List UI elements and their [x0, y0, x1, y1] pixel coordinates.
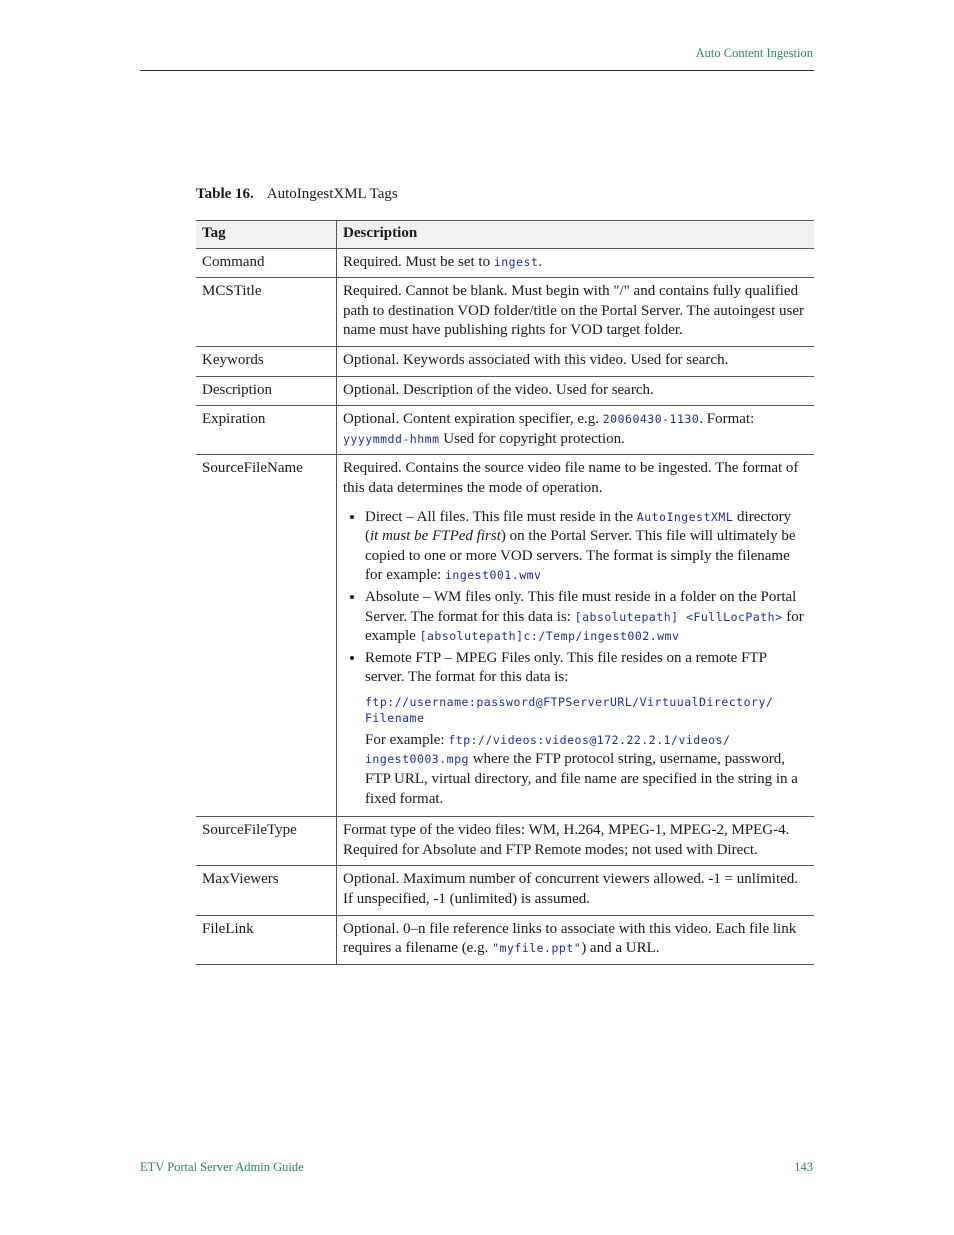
tag-cell: Description — [196, 376, 337, 406]
desc-text: ) and a URL. — [581, 940, 660, 957]
code-ftp-example-line1: ftp://videos:videos@172.22.2.1/videos/ — [448, 732, 731, 747]
tag-cell: MCSTitle — [196, 278, 337, 347]
column-header-tag: Tag — [196, 221, 337, 249]
table-row — [196, 455, 814, 817]
table-row — [196, 817, 814, 866]
code-ftp-format-line1: ftp://username:password@FTPServerURL/VirtuualDirectory/ — [365, 694, 774, 709]
table-header-row — [196, 221, 814, 249]
desc-text: where the FTP protocol string, username, password, FTP URL, virtual directory, and file name are specified in the string in a fixed format. — [365, 751, 798, 807]
code-ftp-example-line2: ingest0003.mpg — [365, 752, 469, 767]
autoingest-tags-table — [196, 220, 814, 965]
code-ingest: ingest — [493, 254, 539, 269]
desc-text: ) on the Portal Server. This file will ultimately be copied to one or more VOD servers. The format is simply the filename for example: — [365, 528, 796, 584]
column-header-description: Description — [337, 221, 815, 249]
list-item-remote-ftp — [365, 649, 808, 688]
table-row — [196, 376, 814, 406]
description-cell: Format type of the video files: WM, H.264, MPEG-1, MPEG-2, MPEG-4. Required for Absolute and FTP Remote modes; not used with Direct. — [337, 817, 815, 866]
desc-text: Remote FTP – MPEG Files only. This file resides on a remote FTP server. The format for this data is: — [365, 649, 767, 686]
tag-cell: FileLink — [196, 915, 337, 964]
header-divider — [140, 70, 814, 71]
code-autoingestxml: AutoIngestXML — [636, 509, 734, 524]
description-cell: Optional. Maximum number of concurrent viewers allowed. -1 = unlimited. If unspecified, -1 (unlimited) is assumed. — [337, 866, 815, 915]
description-cell: Optional. Keywords associated with this video. Used for search. — [337, 346, 815, 376]
description-cell — [337, 406, 815, 455]
table-row — [196, 248, 814, 278]
code-ftp-format-line2: Filename — [365, 710, 425, 725]
desc-text: For example: — [365, 731, 449, 748]
table-number: Table 16. — [196, 186, 254, 202]
desc-text: Direct – All files. This file must reside in the — [365, 508, 637, 525]
description-cell — [337, 455, 815, 817]
desc-text: . — [538, 253, 543, 270]
ftp-example — [365, 731, 808, 809]
table-row — [196, 278, 814, 347]
description-cell: Required. Cannot be blank. Must begin with "/" and contains fully qualified path to destination VOD folder/title on the Portal Server. The autoingest user name must have publishing rights for VOD target folder. — [337, 278, 815, 347]
ftp-format-block — [365, 694, 808, 726]
tag-cell: MaxViewers — [196, 866, 337, 915]
desc-text: . Format: — [699, 411, 755, 428]
code-absolutepath-format: [absolutepath] <FullLocPath> — [574, 609, 783, 624]
desc-text: for example — [365, 608, 804, 645]
table-caption — [196, 186, 398, 203]
page-number: 143 — [794, 1160, 813, 1174]
italic-note: it must be FTPed first — [370, 528, 501, 545]
desc-text: Absolute – WM files only. This file must reside in a folder on the Portal Server. The format for this data is: — [365, 588, 797, 625]
table-title: AutoIngestXML Tags — [266, 186, 398, 202]
desc-text: Optional. 0–n file reference links to associate with this video. Each file link requires a filename (e.g. — [343, 920, 797, 957]
tag-cell: Command — [196, 248, 337, 278]
code-date-example: 20060430-1130 — [602, 412, 700, 427]
description-cell — [337, 915, 815, 964]
table-row — [196, 406, 814, 455]
desc-text: Used for copyright protection. — [439, 430, 625, 447]
table-row — [196, 915, 814, 964]
tag-cell: SourceFileType — [196, 817, 337, 866]
mode-list — [343, 508, 808, 688]
description-cell — [337, 248, 815, 278]
footer-guide-title: ETV Portal Server Admin Guide — [140, 1160, 304, 1174]
table-row — [196, 866, 814, 915]
desc-text: Required. Must be set to — [343, 253, 494, 270]
running-header: Auto Content Ingestion — [695, 46, 813, 60]
code-absolutepath-example: [absolutepath]c:/Temp/ingest002.wmv — [419, 629, 680, 644]
tag-cell: Keywords — [196, 346, 337, 376]
desc-text: Optional. Content expiration specifier, e.g. — [343, 411, 603, 428]
list-item-direct — [365, 508, 808, 586]
desc-text: directory ( — [365, 508, 792, 545]
code-filename-example: ingest001.wmv — [444, 568, 542, 583]
description-cell: Optional. Description of the video. Used for search. — [337, 376, 815, 406]
tag-cell: Expiration — [196, 406, 337, 455]
table-row — [196, 346, 814, 376]
code-date-format: yyyymmdd-hhmm — [343, 431, 440, 446]
list-item-absolute — [365, 588, 808, 647]
tag-cell: SourceFileName — [196, 455, 337, 817]
code-myfile: "myfile.ppt" — [492, 941, 582, 956]
desc-intro: Required. Contains the source video file name to be ingested. The format of this data determines the mode of operation. — [343, 460, 799, 496]
